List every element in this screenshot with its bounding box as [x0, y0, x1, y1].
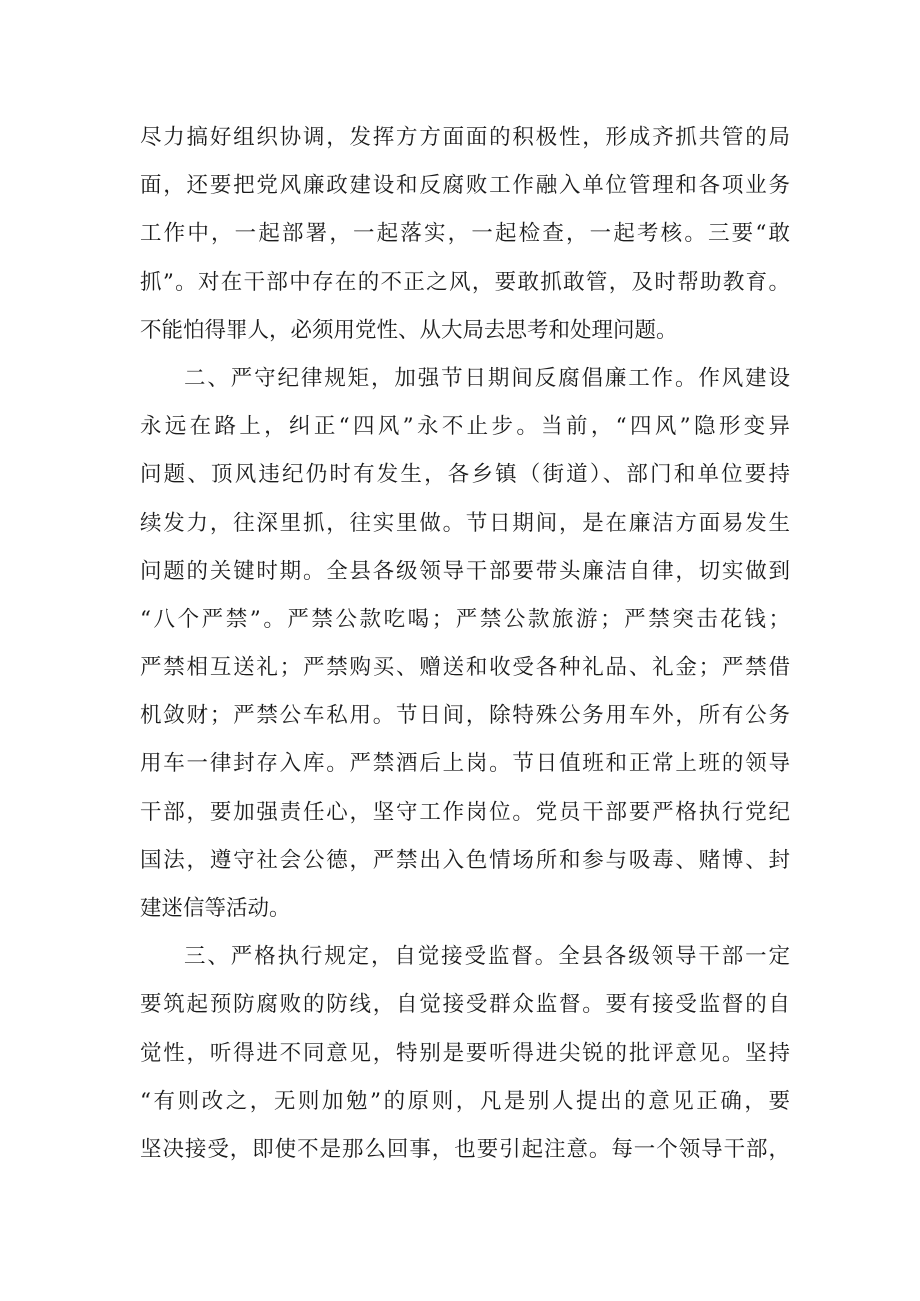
text-line: 尽力搞好组织协调，发挥方方面面的积极性，形成齐抓共管的局	[140, 125, 790, 150]
text-line: 坚决接受，即使不是那么回事，也要引起注意。每一个领导干部，	[140, 1136, 790, 1162]
text-line: 机敛财；严禁公车私用。节日间，除特殊公务用车外，所有公务	[140, 703, 790, 729]
text-line: 工作中，一起部署，一起落实，一起检查，一起考核。三要“敢	[140, 221, 790, 247]
text-line: 要筑起预防腐败的防线，自觉接受群众监督。要有接受监督的自	[140, 992, 790, 1018]
text-line: “八个严禁”。严禁公款吃喝；严禁公款旅游；严禁突击花钱；	[140, 606, 790, 632]
body-text	[140, 114, 790, 1174]
text-line: 续发力，往深里抓，往实里做。节日期间，是在廉洁方面易发生	[140, 510, 790, 536]
paragraph-three-heading-line: 三、严格执行规定，自觉接受监督。全县各级领导干部一定	[184, 944, 790, 970]
text-line: 觉性，听得进不同意见，特别是要听得进尖锐的批评意见。坚持	[140, 1040, 790, 1066]
text-line: 严禁相互送礼；严禁购买、赠送和收受各种礼品、礼金；严禁借	[140, 655, 790, 681]
paragraph-two-heading-line: 二、严守纪律规矩，加强节日期间反腐倡廉工作。作风建设	[184, 365, 790, 391]
text-line: 问题的关键时期。全县各级领导干部要带头廉洁自律，切实做到	[140, 558, 790, 584]
text-line: 国法，遵守社会公德，严禁出入色情场所和参与吸毒、赌博、封	[140, 847, 790, 873]
text-line: 问题、顶风违纪仍时有发生，各乡镇（街道）、部门和单位要持	[140, 462, 790, 488]
text-line: 干部，要加强责任心，坚守工作岗位。党员干部要严格执行党纪	[140, 799, 790, 825]
text-line: 用车一律封存入库。严禁酒后上岗。节日值班和正常上班的领导	[140, 751, 790, 777]
text-line: 抓”。对在干部中存在的不正之风，要敢抓敢管，及时帮助教育。	[140, 269, 790, 295]
text-line: 面，还要把党风廉政建设和反腐败工作融入单位管理和各项业务	[140, 173, 790, 199]
text-line: 不能怕得罪人，必须用党性、从大局去思考和处理问题。	[140, 317, 678, 343]
text-line: 建迷信等活动。	[140, 896, 291, 921]
text-line: “有则改之，无则加勉”的原则，凡是别人提出的意见正确，要	[140, 1088, 790, 1114]
text-line: 永远在路上，纠正“四风”永不止步。当前，“四风”隐形变异	[140, 414, 790, 440]
